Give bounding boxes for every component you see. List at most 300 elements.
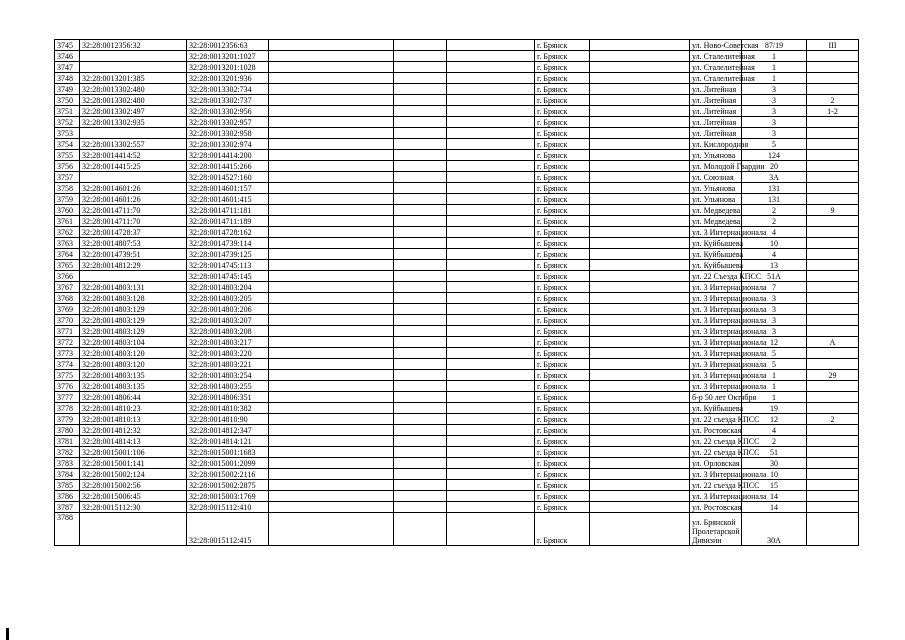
record-number: 3767: [55, 282, 80, 293]
street: ул. Ульянова: [690, 183, 742, 194]
old-cadastral-number: 32:28:0014601:26: [80, 183, 187, 194]
old-cadastral-number: 32:28:0014803:135: [80, 381, 187, 392]
city: г. Брянск: [535, 480, 590, 491]
empty-cell: [447, 469, 535, 480]
city: г. Брянск: [535, 436, 590, 447]
street: ул. Медведева: [690, 216, 742, 227]
record-number: 3755: [55, 150, 80, 161]
city: г. Брянск: [535, 205, 590, 216]
empty-cell: [447, 249, 535, 260]
table-row: [55, 139, 859, 150]
record-number: 3756: [55, 161, 80, 172]
empty-cell: [590, 150, 690, 161]
empty-cell: [269, 260, 394, 271]
empty-cell: [447, 293, 535, 304]
empty-cell: [394, 238, 447, 249]
table-row: [55, 491, 859, 502]
city: г. Брянск: [535, 359, 590, 370]
record-number: 3753: [55, 128, 80, 139]
city: г. Брянск: [535, 513, 590, 546]
table-row: [55, 282, 859, 293]
apartment-number: [807, 304, 859, 315]
cadastral-number: 32:28:0015001:1683: [187, 447, 269, 458]
city: г. Брянск: [535, 458, 590, 469]
empty-cell: [269, 282, 394, 293]
empty-cell: [269, 73, 394, 84]
empty-cell: [590, 128, 690, 139]
record-number: 3788: [55, 513, 80, 546]
empty-cell: [590, 194, 690, 205]
record-number: 3749: [55, 84, 80, 95]
record-number: 3757: [55, 172, 80, 183]
cadastral-number: 32:28:0014527:160: [187, 172, 269, 183]
record-number: 3782: [55, 447, 80, 458]
street: ул. Ульянова: [690, 150, 742, 161]
empty-cell: [447, 260, 535, 271]
record-number: 3772: [55, 337, 80, 348]
apartment-number: [807, 194, 859, 205]
old-cadastral-number: 32:28:0014803:128: [80, 293, 187, 304]
empty-cell: [394, 293, 447, 304]
empty-cell: [394, 337, 447, 348]
house-number: 20: [742, 161, 807, 172]
record-number: 3765: [55, 260, 80, 271]
empty-cell: [394, 370, 447, 381]
empty-cell: [447, 62, 535, 73]
empty-cell: [394, 326, 447, 337]
house-number: 2: [742, 216, 807, 227]
apartment-number: [807, 84, 859, 95]
empty-cell: [590, 293, 690, 304]
empty-cell: [447, 84, 535, 95]
empty-cell: [590, 84, 690, 95]
old-cadastral-number: 32:28:0014601:26: [80, 194, 187, 205]
empty-cell: [269, 106, 394, 117]
house-number: 131: [742, 194, 807, 205]
empty-cell: [394, 150, 447, 161]
empty-cell: [394, 282, 447, 293]
street: ул. 3 Интернационала: [690, 370, 742, 381]
table-row: [55, 106, 859, 117]
empty-cell: [394, 194, 447, 205]
empty-cell: [590, 337, 690, 348]
old-cadastral-number: 32:28:0014803:129: [80, 326, 187, 337]
empty-cell: [269, 403, 394, 414]
empty-cell: [447, 403, 535, 414]
house-number: 7: [742, 282, 807, 293]
house-number: 4: [742, 425, 807, 436]
record-number: 3775: [55, 370, 80, 381]
old-cadastral-number: 32:28:0014711:70: [80, 205, 187, 216]
apartment-number: [807, 183, 859, 194]
apartment-number: [807, 513, 859, 546]
city: г. Брянск: [535, 62, 590, 73]
empty-cell: [394, 260, 447, 271]
table-row: [55, 40, 859, 51]
cadastral-number: 32:28:0014728:162: [187, 227, 269, 238]
empty-cell: [590, 458, 690, 469]
city: г. Брянск: [535, 73, 590, 84]
record-number: 3759: [55, 194, 80, 205]
empty-cell: [590, 304, 690, 315]
record-number: 3786: [55, 491, 80, 502]
city: г. Брянск: [535, 161, 590, 172]
empty-cell: [447, 227, 535, 238]
house-number: 5: [742, 139, 807, 150]
apartment-number: [807, 326, 859, 337]
empty-cell: [394, 271, 447, 282]
apartment-number: [807, 458, 859, 469]
record-number: 3766: [55, 271, 80, 282]
empty-cell: [590, 469, 690, 480]
street: ул. Литейная: [690, 84, 742, 95]
apartment-number: 2: [807, 95, 859, 106]
house-number: 3: [742, 315, 807, 326]
cadastral-number: 32:28:0013201:1027: [187, 51, 269, 62]
empty-cell: [590, 161, 690, 172]
old-cadastral-number: 32:28:0014803:135: [80, 370, 187, 381]
empty-cell: [447, 326, 535, 337]
empty-cell: [590, 513, 690, 546]
record-number: 3752: [55, 117, 80, 128]
old-cadastral-number: 32:28:0014812:32: [80, 425, 187, 436]
empty-cell: [269, 458, 394, 469]
apartment-number: [807, 238, 859, 249]
street: ул. Куйбышева: [690, 403, 742, 414]
cadastral-number: 32:28:0014810:90: [187, 414, 269, 425]
empty-cell: [447, 491, 535, 502]
record-number: 3781: [55, 436, 80, 447]
empty-cell: [590, 392, 690, 403]
street: ул. 3 Интернационала: [690, 304, 742, 315]
city: г. Брянск: [535, 403, 590, 414]
table-row: [55, 227, 859, 238]
house-number: 2: [742, 436, 807, 447]
empty-cell: [394, 304, 447, 315]
empty-cell: [394, 227, 447, 238]
empty-cell: [590, 227, 690, 238]
city: г. Брянск: [535, 392, 590, 403]
cadastral-number: 32:28:0013201:936: [187, 73, 269, 84]
empty-cell: [269, 337, 394, 348]
cadastral-number: 32:28:0015001:2099: [187, 458, 269, 469]
city: г. Брянск: [535, 469, 590, 480]
street: ул. Сталелитейная: [690, 51, 742, 62]
record-number: 3779: [55, 414, 80, 425]
empty-cell: [590, 326, 690, 337]
table-row: [55, 414, 859, 425]
cadastral-number: 32:28:0014803:217: [187, 337, 269, 348]
street: ул. Ростовская: [690, 425, 742, 436]
empty-cell: [394, 359, 447, 370]
street: ул. 3 Интернационала: [690, 359, 742, 370]
empty-cell: [447, 458, 535, 469]
empty-cell: [269, 293, 394, 304]
old-cadastral-number: 32:28:0014803:131: [80, 282, 187, 293]
empty-cell: [394, 84, 447, 95]
empty-cell: [269, 238, 394, 249]
empty-cell: [394, 73, 447, 84]
house-number: 19: [742, 403, 807, 414]
street: ул. Сталелитейная: [690, 62, 742, 73]
city: г. Брянск: [535, 502, 590, 513]
street: ул. 22 съезда КПСС: [690, 436, 742, 447]
empty-cell: [590, 491, 690, 502]
city: г. Брянск: [535, 128, 590, 139]
record-number: 3764: [55, 249, 80, 260]
street: ул. 3 Интернационала: [690, 315, 742, 326]
empty-cell: [269, 205, 394, 216]
empty-cell: [447, 150, 535, 161]
empty-cell: [447, 172, 535, 183]
empty-cell: [590, 40, 690, 51]
cadastral-number: 32:28:0015112:415: [187, 513, 269, 546]
empty-cell: [269, 326, 394, 337]
empty-cell: [394, 491, 447, 502]
empty-cell: [394, 183, 447, 194]
table-row: [55, 249, 859, 260]
empty-cell: [394, 62, 447, 73]
city: г. Брянск: [535, 293, 590, 304]
house-number: 131: [742, 183, 807, 194]
empty-cell: [447, 205, 535, 216]
table-row: [55, 205, 859, 216]
city: г. Брянск: [535, 106, 590, 117]
house-number: 1: [742, 381, 807, 392]
old-cadastral-number: 32:28:0014812:29: [80, 260, 187, 271]
old-cadastral-number: [80, 128, 187, 139]
old-cadastral-number: 32:28:0013302:557: [80, 139, 187, 150]
empty-cell: [590, 238, 690, 249]
table-row: [55, 304, 859, 315]
cadastral-number: 32:28:0014803:207: [187, 315, 269, 326]
street: ул. Сталелитейная: [690, 73, 742, 84]
cadastral-number: 32:28:0014803:205: [187, 293, 269, 304]
empty-cell: [269, 447, 394, 458]
empty-cell: [447, 359, 535, 370]
cadastral-number: 32:28:0012356:63: [187, 40, 269, 51]
street: ул. 3 Интернационала: [690, 227, 742, 238]
table-row: [55, 84, 859, 95]
apartment-number: 9: [807, 205, 859, 216]
old-cadastral-number: [80, 172, 187, 183]
empty-cell: [269, 139, 394, 150]
record-number: 3747: [55, 62, 80, 73]
empty-cell: [447, 282, 535, 293]
apartment-number: [807, 73, 859, 84]
house-number: 13: [742, 260, 807, 271]
empty-cell: [269, 161, 394, 172]
cadastral-number: 32:28:0013201:1028: [187, 62, 269, 73]
apartment-number: [807, 128, 859, 139]
house-number: 3: [742, 293, 807, 304]
empty-cell: [447, 117, 535, 128]
empty-cell: [447, 425, 535, 436]
empty-cell: [269, 480, 394, 491]
apartment-number: [807, 172, 859, 183]
cadastral-number: 32:28:0014739:125: [187, 249, 269, 260]
old-cadastral-number: 32:28:0014814:13: [80, 436, 187, 447]
apartment-number: [807, 480, 859, 491]
house-number: 3: [742, 128, 807, 139]
apartment-number: [807, 491, 859, 502]
cadastral-number: 32:28:0014601:157: [187, 183, 269, 194]
empty-cell: [590, 62, 690, 73]
empty-cell: [394, 315, 447, 326]
table-row: [55, 502, 859, 513]
old-cadastral-number: [80, 51, 187, 62]
house-number: 30А: [742, 513, 807, 546]
old-cadastral-number: 32:28:0015112:30: [80, 502, 187, 513]
table-row: [55, 62, 859, 73]
old-cadastral-number: 32:28:0013302:480: [80, 95, 187, 106]
record-number: 3768: [55, 293, 80, 304]
record-number: 3774: [55, 359, 80, 370]
city: г. Брянск: [535, 84, 590, 95]
city: г. Брянск: [535, 260, 590, 271]
apartment-number: [807, 161, 859, 172]
empty-cell: [269, 216, 394, 227]
record-number: 3785: [55, 480, 80, 491]
street: ул. Литейная: [690, 95, 742, 106]
city: г. Брянск: [535, 139, 590, 150]
empty-cell: [394, 106, 447, 117]
table-row: [55, 469, 859, 480]
empty-cell: [447, 370, 535, 381]
empty-cell: [269, 315, 394, 326]
empty-cell: [590, 271, 690, 282]
empty-cell: [394, 216, 447, 227]
city: г. Брянск: [535, 282, 590, 293]
street: ул. Литейная: [690, 106, 742, 117]
street: ул. 3 Интернационала: [690, 491, 742, 502]
city: г. Брянск: [535, 447, 590, 458]
house-number: 3: [742, 95, 807, 106]
house-number: 3: [742, 304, 807, 315]
table-row: [55, 172, 859, 183]
old-cadastral-number: 32:28:0014739:51: [80, 249, 187, 260]
empty-cell: [394, 348, 447, 359]
empty-cell: [447, 216, 535, 227]
empty-cell: [590, 73, 690, 84]
house-number: 5: [742, 348, 807, 359]
record-number: 3754: [55, 139, 80, 150]
register-body: [55, 40, 859, 546]
table-row: [55, 513, 859, 546]
table-row: [55, 73, 859, 84]
record-number: 3787: [55, 502, 80, 513]
empty-cell: [269, 40, 394, 51]
empty-cell: [590, 447, 690, 458]
table-row: [55, 326, 859, 337]
apartment-number: [807, 447, 859, 458]
empty-cell: [269, 84, 394, 95]
old-cadastral-number: 32:28:0014806:44: [80, 392, 187, 403]
empty-cell: [394, 458, 447, 469]
empty-cell: [394, 205, 447, 216]
empty-cell: [590, 249, 690, 260]
street: ул. 22 Съезда КПСС: [690, 271, 742, 282]
cadastral-number: 32:28:0015003:1769: [187, 491, 269, 502]
register-table: [54, 39, 859, 546]
record-number: 3784: [55, 469, 80, 480]
empty-cell: [394, 117, 447, 128]
empty-cell: [447, 348, 535, 359]
table-row: [55, 51, 859, 62]
old-cadastral-number: 32:28:0015001:106: [80, 447, 187, 458]
cadastral-number: 32:28:0014810:382: [187, 403, 269, 414]
empty-cell: [447, 161, 535, 172]
empty-cell: [590, 183, 690, 194]
empty-cell: [447, 51, 535, 62]
apartment-number: [807, 425, 859, 436]
city: г. Брянск: [535, 491, 590, 502]
empty-cell: [269, 304, 394, 315]
empty-cell: [590, 106, 690, 117]
old-cadastral-number: 32:28:0014803:104: [80, 337, 187, 348]
cadastral-number: 32:28:0014601:415: [187, 194, 269, 205]
old-cadastral-number: 32:28:0013201:385: [80, 73, 187, 84]
empty-cell: [590, 359, 690, 370]
street: б-р 50 лет Октября: [690, 392, 742, 403]
street: ул. 3 Интернационала: [690, 381, 742, 392]
empty-cell: [269, 51, 394, 62]
empty-cell: [590, 117, 690, 128]
empty-cell: [394, 436, 447, 447]
house-number: 2: [742, 205, 807, 216]
apartment-number: III: [807, 40, 859, 51]
street: ул. 3 Интернационала: [690, 282, 742, 293]
city: г. Брянск: [535, 348, 590, 359]
street: ул. Литейная: [690, 117, 742, 128]
empty-cell: [269, 194, 394, 205]
old-cadastral-number: 32:28:0015006:45: [80, 491, 187, 502]
empty-cell: [394, 40, 447, 51]
empty-cell: [394, 480, 447, 491]
house-number: 87/19: [742, 40, 807, 51]
apartment-number: [807, 348, 859, 359]
empty-cell: [590, 370, 690, 381]
street: ул. Куйбышева: [690, 249, 742, 260]
old-cadastral-number: 32:28:0014810:23: [80, 403, 187, 414]
record-number: 3763: [55, 238, 80, 249]
apartment-number: 1-2: [807, 106, 859, 117]
street: ул. Орловская: [690, 458, 742, 469]
table-row: [55, 425, 859, 436]
empty-cell: [269, 425, 394, 436]
record-number: 3762: [55, 227, 80, 238]
city: г. Брянск: [535, 249, 590, 260]
empty-cell: [447, 502, 535, 513]
house-number: 1: [742, 62, 807, 73]
empty-cell: [394, 425, 447, 436]
empty-cell: [269, 150, 394, 161]
empty-cell: [394, 128, 447, 139]
cadastral-number: 32:28:0015002:2875: [187, 480, 269, 491]
apartment-number: [807, 51, 859, 62]
street: ул. Брянской Пролетарской Дивизии: [690, 513, 742, 546]
table-row: [55, 271, 859, 282]
record-number: 3746: [55, 51, 80, 62]
city: г. Брянск: [535, 414, 590, 425]
cadastral-number: 32:28:0014803:206: [187, 304, 269, 315]
old-cadastral-number: 32:28:0014803:129: [80, 304, 187, 315]
house-number: 3: [742, 117, 807, 128]
table-row: [55, 216, 859, 227]
cadastral-number: 32:28:0015002:2116: [187, 469, 269, 480]
empty-cell: [269, 348, 394, 359]
record-number: 3770: [55, 315, 80, 326]
